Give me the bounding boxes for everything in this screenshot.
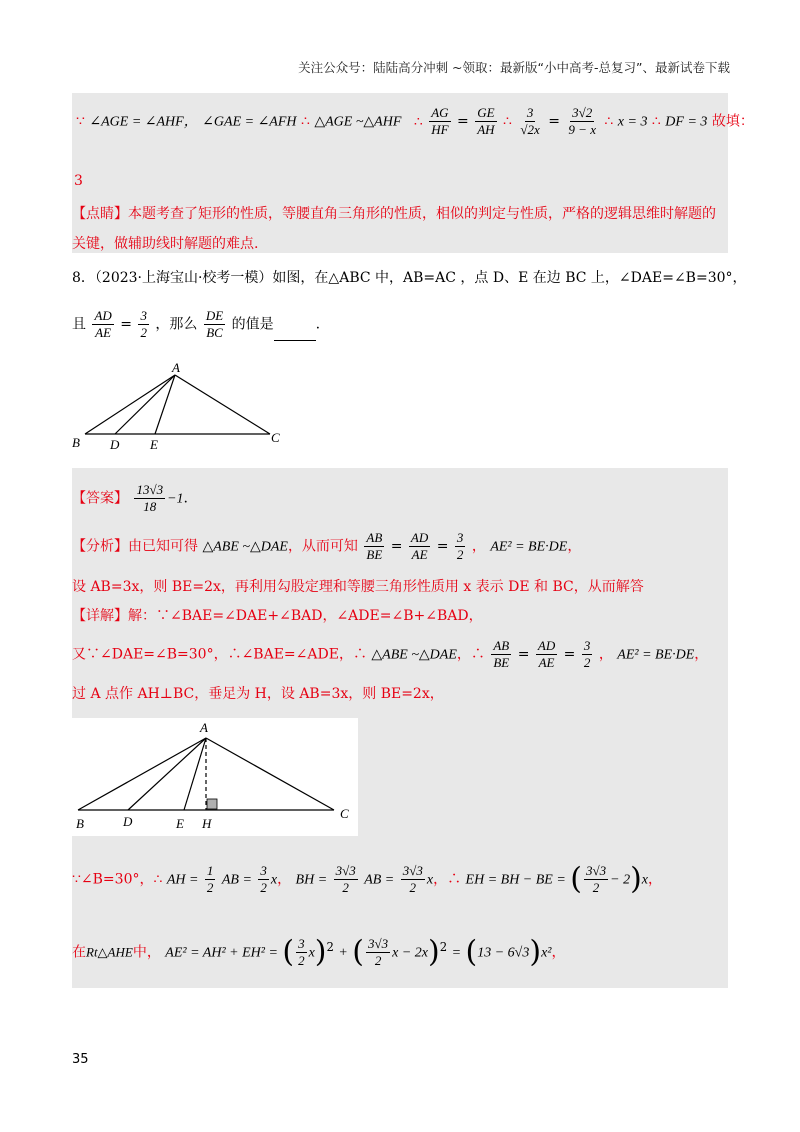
angle-equation-1: ∠AGE = ∠AHF， (89, 114, 198, 130)
fraction-3root2-9mx: $\frac{3√2}{9 - x}$ (568, 105, 596, 137)
label-e: E (150, 437, 158, 452)
tip-label: 【点睛】 (72, 206, 128, 222)
question-line-1: 8．（2023·上海宝山·校考一模）如图，在△ABC 中，AB=AC ，点 D、E 在边 BC 上，∠DAE=∠B=30°， (72, 270, 747, 286)
since-symbol: ∵ (76, 113, 85, 130)
fraction-ge-ah: $\frac{GE}{AH}$ (477, 105, 495, 137)
detail-line-2: 又∵∠DAE=∠B=30°，∴∠BAE=∠ADE，∴ △ABE ~△DAE，∴ $\frac{AB}{BE}$ = $\frac{AD}{AE}$ = $\frac{3}{2}$ ， AE² = BE·DE， (72, 638, 709, 670)
tip-text: 本题考查了矩形的性质，等腰直角三角形的性质，相似的判定与性质，严格的逻辑思维时解题的 (128, 206, 716, 222)
fraction-ad-ae: $\frac{AD}{AE}$ (94, 308, 112, 340)
x-result: x = 3 (617, 114, 648, 130)
label-c: C (340, 806, 349, 821)
answer-fraction: $\frac{13√3}{18}$ (136, 482, 164, 514)
figure-2-box (72, 718, 358, 836)
tip-line-1 (72, 203, 716, 223)
label-a: A (200, 720, 208, 735)
label-b: B (76, 816, 84, 831)
fraction-ag-hf: $\frac{AG}{HF}$ (431, 105, 449, 137)
solution-block (72, 468, 728, 988)
label-d: D (123, 814, 133, 829)
label-c: C (271, 430, 280, 445)
fraction-de-bc: $\frac{DE}{BC}$ (205, 308, 224, 340)
answer-value: 3 (74, 173, 83, 189)
fill-label: 故填： (711, 113, 754, 130)
answer-label: 【答案】 (72, 490, 128, 507)
label-e: E (176, 816, 184, 831)
therefore-symbol: ∴ (503, 113, 512, 130)
analysis-line-2: 设 AB=3x，则 BE=2x，再利用勾股定理和等腰三角形性质用 x 表示 DE 和 BC，从而解答 (72, 579, 644, 595)
detail-line-3: 过 A 点作 AH⊥BC，垂足为 H，设 AB=3x，则 BE=2x， (72, 686, 444, 702)
step-line-4: ∵∠B=30°，∴ AH = $\frac{1}{2}$ AB = $\frac{3}{2}$ x， BH = $\frac{3√3}{2}$ AB = $\frac{3√3}{2}$ x，∴ EH = BH − BE = ( $\frac{3√3}{2}$ − 2)x， (72, 861, 663, 897)
label-h: H (202, 816, 212, 831)
step-line-5: 在Rt△AHE中， AE² = AH² + EH² = ( $\frac{3}{2}$ x)$^2$ + ( $\frac{3√3}{2}$ x − 2x)$^2$ = (13 − 6√3)x²， (72, 934, 566, 970)
similarity-line (76, 105, 754, 138)
question-line-2: 且 $\frac{AD}{AE}$ = $\frac{3}{2}$ ，那么 $\frac{DE}{BC}$ 的值是 . (72, 308, 321, 340)
analysis-line-1: 【分析】由已知可得 △ABE ~△DAE，从而可知 $\frac{AB}{BE}$ = $\frac{AD}{AE}$ = $\frac{3}{2}$ ， AE² = BE·DE， (72, 530, 582, 562)
label-a: A (172, 360, 180, 375)
answer-blank (274, 326, 316, 341)
page-number: 35 (72, 1052, 89, 1067)
answer-line: 【答案】 $\frac{13√3}{18}$ −1. (72, 482, 188, 514)
angle-equation-2: ∠GAE = ∠AFH (202, 114, 297, 130)
similar-triangles: △AGE ~△AHF (314, 114, 402, 130)
df-result: DF = 3 (665, 114, 708, 130)
equals-sign: = (457, 113, 469, 130)
previous-solution-block (72, 93, 754, 253)
header-note: 关注公众号：陆陆高分冲刺 ~领取：最新版“小中高考-总复习”、最新试卷下载 (298, 60, 730, 75)
equals-sign: = (548, 113, 560, 130)
detail-line-1: 【详解】解：∵∠BAE=∠DAE+∠BAD，∠ADE=∠B+∠BAD， (72, 608, 483, 624)
therefore-symbol: ∴ (651, 113, 661, 130)
figure-triangle-abc (70, 360, 290, 455)
therefore-symbol: ∴ (413, 113, 423, 130)
figure-triangle-with-altitude (72, 718, 358, 836)
fraction-3-root2x: $\frac{3}{√2x}$ (520, 105, 540, 137)
therefore-symbol: ∴ (604, 113, 614, 130)
tip-line-2: 关键，做辅助线时解题的难点. (72, 236, 259, 252)
fraction-3-2: $\frac{3}{2}$ (140, 308, 147, 340)
label-b: B (72, 435, 80, 450)
label-d: D (110, 437, 120, 452)
therefore-symbol: ∴ (300, 113, 310, 130)
right-angle-mark (207, 799, 217, 809)
